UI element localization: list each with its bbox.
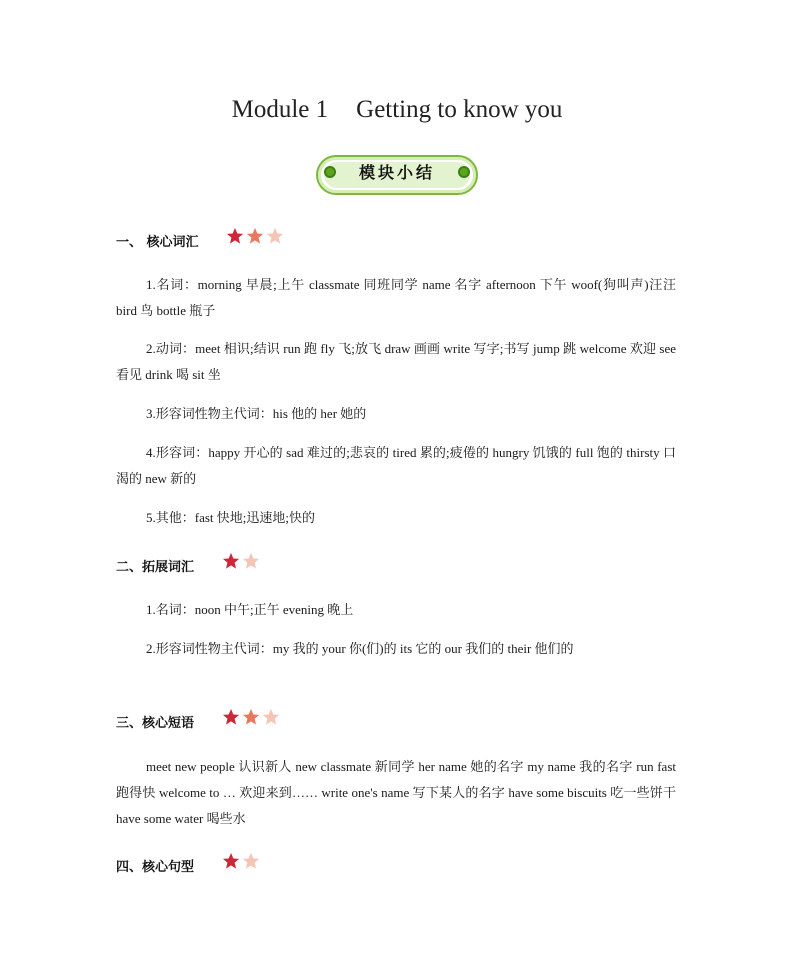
- paragraph: 1.名词：morning 早晨;上午 classmate 同班同学 name 名字 afternoon 下午 woof(狗叫声)汪汪 bird 鸟 bottle 瓶子: [116, 277, 676, 318]
- star-icon: [222, 852, 240, 870]
- paragraph: 5.其他：fast 快地;迅速地;快的: [146, 510, 315, 525]
- paragraph: 2.动词：meet 相识;结识 run 跑 fly 飞;放飞 draw 画画 write 写字;书写 jump 跳 welcome 欢迎 see 看见 drink 喝 sit 坐: [116, 341, 676, 382]
- difficulty-stars: [222, 708, 280, 726]
- paragraph: 4.形容词：happy 开心的 sad 难过的;悲哀的 tired 累的;疲倦的 hungry 饥饿的 full 饱的 thirsty 口渴的 new 新的: [116, 445, 676, 486]
- module-name: Getting to know you: [356, 96, 563, 123]
- star-icon: [226, 227, 244, 245]
- module-number: Module 1: [231, 96, 329, 123]
- star-icon: [262, 708, 280, 726]
- star-icon: [222, 708, 240, 726]
- difficulty-stars: [222, 552, 260, 570]
- difficulty-stars: [222, 852, 260, 870]
- star-icon: [222, 552, 240, 570]
- star-icon: [242, 552, 260, 570]
- section-heading-core-vocab: 一、 核心词汇: [116, 235, 199, 250]
- difficulty-stars: [226, 227, 284, 245]
- badge-dot-right: [458, 166, 470, 178]
- section-heading-core-sentences: 四、核心句型: [116, 860, 195, 875]
- paragraph: meet new people 认识新人 new classmate 新同学 her name 她的名字 my name 我的名字 run fast 跑得快 welcome to … 欢迎来到…… write one's name 写下某人的名字 have some biscuits 吃一些饼干 have some water 喝些水: [116, 759, 676, 826]
- star-icon: [242, 708, 260, 726]
- star-icon: [242, 852, 260, 870]
- paragraph: 3.形容词性物主代词：his 他的 her 她的: [146, 406, 367, 421]
- paragraph: 1.名词：noon 中午;正午 evening 晚上: [146, 602, 354, 617]
- section-heading-core-phrases: 三、核心短语: [116, 716, 195, 731]
- star-icon: [266, 227, 284, 245]
- section-heading-extended-vocab: 二、拓展词汇: [116, 560, 195, 575]
- page-title: [0, 96, 794, 124]
- star-icon: [246, 227, 264, 245]
- badge-label: 模块小结: [358, 163, 435, 182]
- summary-badge: [316, 155, 478, 195]
- paragraph: 2.形容词性物主代词：my 我的 your 你(们)的 its 它的 our 我们的 their 他们的: [146, 641, 574, 656]
